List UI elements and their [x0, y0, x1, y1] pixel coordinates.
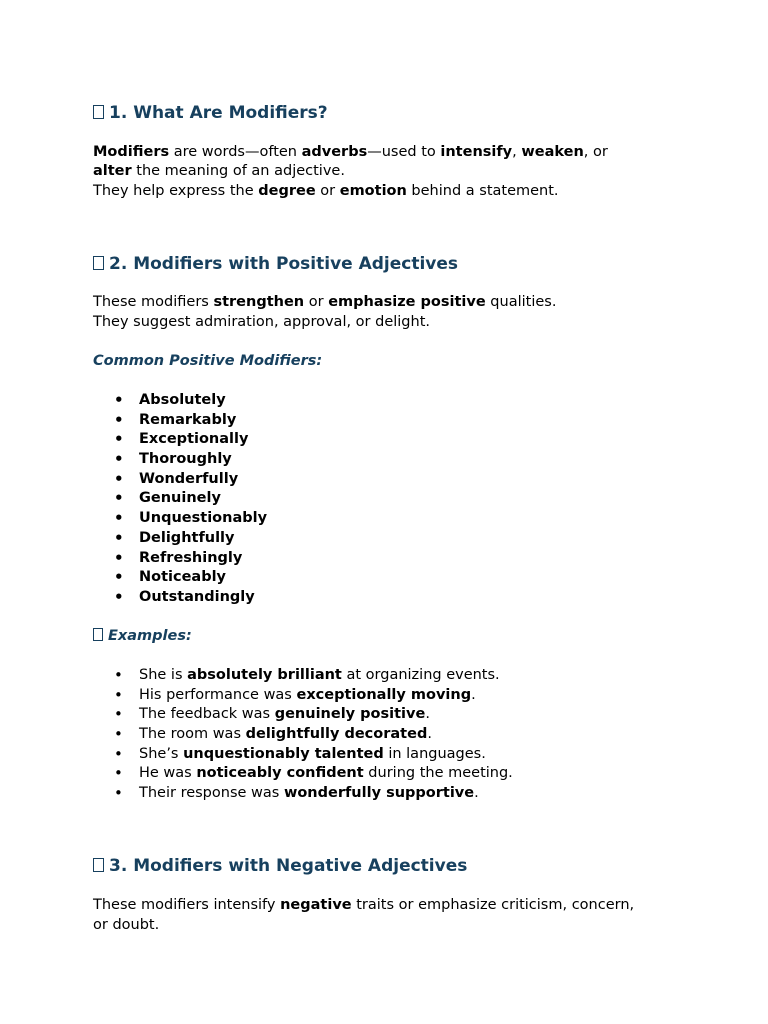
- example-list-item: • His performance was exceptionally moving.: [93, 686, 513, 706]
- section-1-paragraph-line-2: alter the meaning of an adjective.: [93, 163, 345, 179]
- section-3-heading: 3. Modifiers with Negative Adjectives: [93, 856, 467, 876]
- modifier-list-item: • Refreshingly: [93, 549, 267, 569]
- section-1-paragraph-line-1: Modifiers are words—often adverbs—used to intensify, weaken, or: [93, 144, 608, 160]
- example-list-item: • He was noticeably confident during the meeting.: [93, 764, 513, 784]
- examples-title: Examples:: [93, 628, 192, 644]
- modifier-list-item: • Outstandingly: [93, 588, 267, 608]
- example-list-item: • She is absolutely brilliant at organizing events.: [93, 666, 513, 686]
- unknown-glyph-icon: [93, 256, 104, 270]
- unknown-glyph-icon: [93, 105, 104, 119]
- section-3-paragraph-line-1: These modifiers intensify negative traits or emphasize criticism, concern,: [93, 897, 635, 913]
- section-1-heading: 1. What Are Modifiers?: [93, 103, 328, 123]
- positive-modifiers-list: [93, 391, 267, 608]
- unknown-glyph-icon: [93, 858, 104, 872]
- modifier-list-item: • Absolutely: [93, 391, 267, 411]
- examples-list: [93, 666, 513, 804]
- modifier-list-item: • Thoroughly: [93, 450, 267, 470]
- modifier-list-item: • Exceptionally: [93, 430, 267, 450]
- section-2-heading: 2. Modifiers with Positive Adjectives: [93, 254, 458, 274]
- modifier-list-item: • Wonderfully: [93, 470, 267, 490]
- example-list-item: • The room was delightfully decorated.: [93, 725, 513, 745]
- section-3-paragraph-line-2: or doubt.: [93, 917, 160, 933]
- modifier-list-item: • Delightfully: [93, 529, 267, 549]
- section-2-paragraph-line-1: These modifiers strengthen or emphasize positive qualities.: [93, 294, 557, 310]
- example-list-item: • Their response was wonderfully supportive.: [93, 784, 513, 804]
- example-list-item: • She’s unquestionably talented in languages.: [93, 745, 513, 765]
- unknown-glyph-icon: [93, 628, 103, 641]
- modifier-list-item: • Unquestionably: [93, 509, 267, 529]
- section-1-paragraph-line-3: They help express the degree or emotion behind a statement.: [93, 183, 559, 199]
- modifier-list-item: • Genuinely: [93, 489, 267, 509]
- modifier-list-item: • Noticeably: [93, 568, 267, 588]
- section-2-paragraph-line-2: They suggest admiration, approval, or delight.: [93, 314, 430, 330]
- common-positive-modifiers-title: Common Positive Modifiers:: [93, 353, 323, 369]
- example-list-item: • The feedback was genuinely positive.: [93, 705, 513, 725]
- modifier-list-item: • Remarkably: [93, 411, 267, 431]
